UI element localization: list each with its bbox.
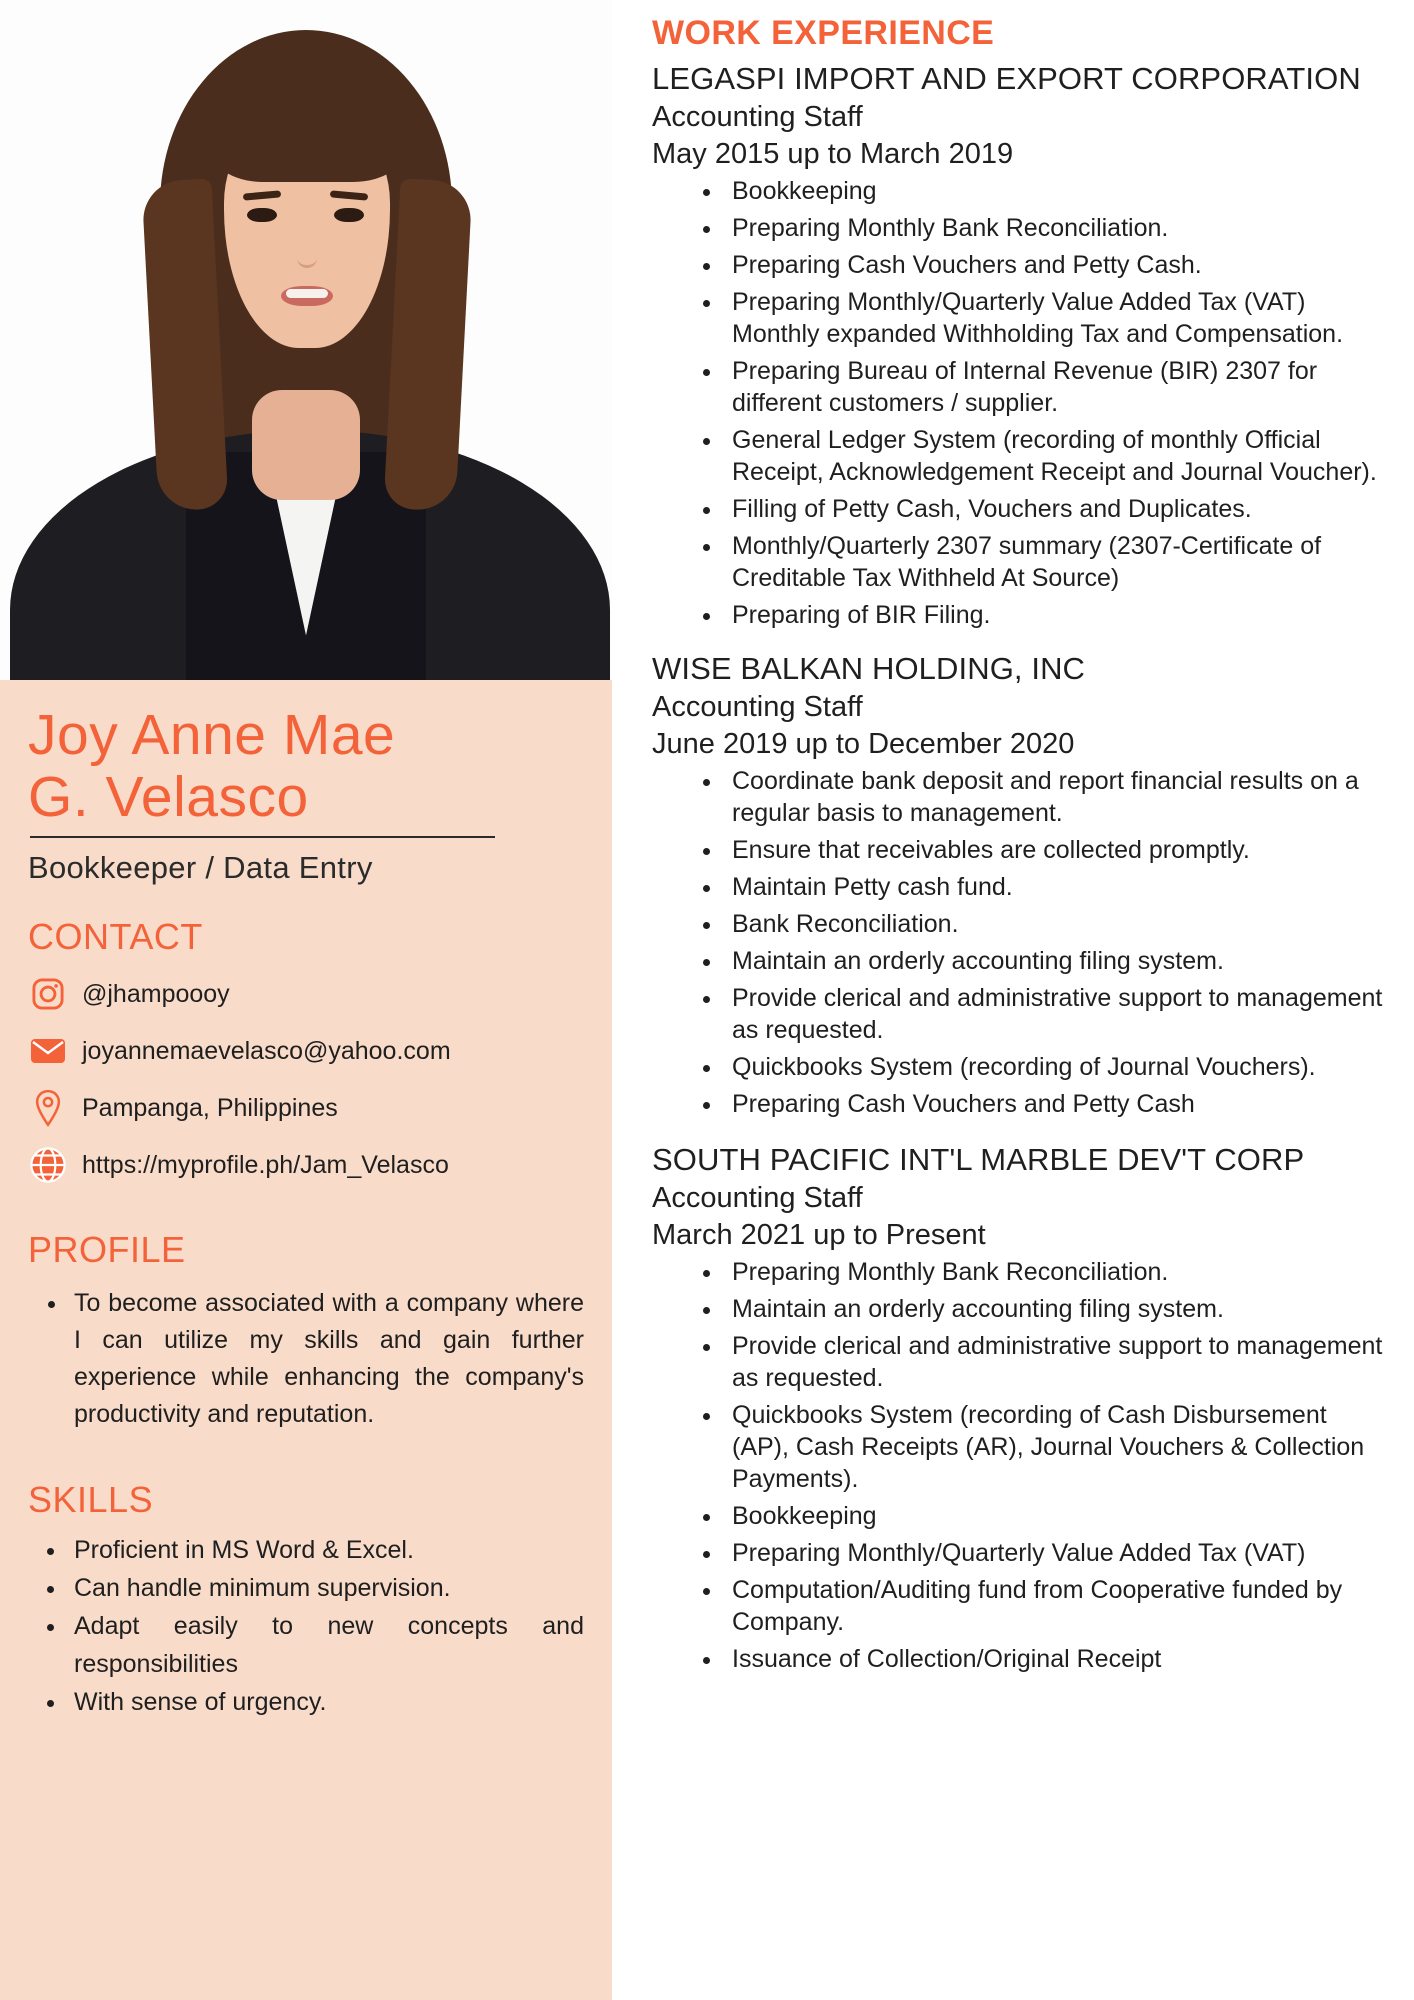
job-dates: May 2015 up to March 2019 (652, 138, 1014, 170)
job-duties (652, 765, 1384, 1120)
duty-item: • Bank Reconciliation. (724, 908, 1384, 940)
profile-list (28, 1285, 584, 1433)
job-company: WISE BALKAN HOLDING, INC (652, 651, 1086, 686)
skills-list (28, 1531, 584, 1721)
duty-item: • Preparing Cash Vouchers and Petty Cash. (724, 249, 1384, 281)
duty-item: • Preparing Cash Vouchers and Petty Cash (724, 1088, 1384, 1120)
name-divider (30, 836, 495, 838)
job-dates: June 2019 up to December 2020 (652, 728, 1075, 760)
job-entry (652, 649, 1384, 1120)
contact-item-location[interactable] (28, 1088, 584, 1128)
job-role: Accounting Staff (652, 101, 863, 133)
duty-item: • Quickbooks System (recording of Journal Vouchers). (724, 1051, 1384, 1083)
globe-icon (28, 1145, 68, 1185)
contact-item-instagram[interactable] (28, 974, 584, 1014)
duty-item: • Preparing of BIR Filing. (724, 599, 1384, 631)
duty-item: • Preparing Monthly/Quarterly Value Added Tax (VAT) (724, 1537, 1384, 1569)
duty-item: • Maintain Petty cash fund. (724, 871, 1384, 903)
job-duties (652, 175, 1384, 631)
skills-heading: SKILLS (28, 1479, 154, 1520)
location-pin-icon (28, 1088, 68, 1128)
profile-item: • To become associated with a company where I can utilize my skills and gain further experience while enhancing the company's productivity and reputation. (68, 1285, 584, 1433)
duty-item: • Provide clerical and administrative support to management as requested. (724, 1330, 1384, 1394)
job-entry (652, 59, 1384, 631)
contact-value-website: https://myprofile.ph/Jam_Velasco (82, 1151, 449, 1179)
duty-item: • Quickbooks System (recording of Cash Disbursement (AP), Cash Receipts (AR), Journal Vouchers & Collection Payments). (724, 1399, 1384, 1495)
profile-heading: PROFILE (28, 1229, 186, 1270)
duty-item: • Computation/Auditing fund from Cooperative funded by Company. (724, 1574, 1384, 1638)
skill-item: • Adapt easily to new concepts and responsibilities (68, 1607, 584, 1683)
left-column (0, 0, 612, 2000)
contact-value-instagram: @jhampoooy (82, 980, 230, 1008)
skill-item: • Can handle minimum supervision. (68, 1569, 584, 1607)
skill-item: • Proficient in MS Word & Excel. (68, 1531, 584, 1569)
duty-item: • General Ledger System (recording of monthly Official Receipt, Acknowledgement Receipt and Journal Voucher). (724, 424, 1384, 488)
duty-item: • Filling of Petty Cash, Vouchers and Duplicates. (724, 493, 1384, 525)
job-entry (652, 1140, 1384, 1675)
contact-item-email[interactable] (28, 1031, 584, 1071)
duty-item: • Issuance of Collection/Original Receipt (724, 1643, 1384, 1675)
duty-item: • Preparing Monthly/Quarterly Value Added Tax (VAT) Monthly expanded Withholding Tax and Compensation. (724, 286, 1384, 350)
duty-item: • Provide clerical and administrative support to management as requested. (724, 982, 1384, 1046)
skill-item: • With sense of urgency. (68, 1683, 584, 1721)
job-role: Accounting Staff (652, 691, 863, 723)
right-column (612, 0, 1414, 2000)
work-experience-heading: WORK EXPERIENCE (652, 14, 995, 52)
duty-item: • Bookkeeping (724, 175, 1384, 207)
email-icon (28, 1031, 68, 1071)
job-company: LEGASPI IMPORT AND EXPORT CORPORATION (652, 61, 1361, 96)
identity-panel (0, 680, 612, 2000)
duty-item: • Maintain an orderly accounting filing system. (724, 1293, 1384, 1325)
portrait-illustration (0, 0, 612, 680)
duty-item: • Ensure that receivables are collected promptly. (724, 834, 1384, 866)
candidate-name-line1: Joy Anne Mae (28, 703, 396, 767)
contact-list (28, 974, 584, 1185)
contact-item-website[interactable] (28, 1145, 584, 1185)
duty-item: • Preparing Monthly Bank Reconciliation. (724, 212, 1384, 244)
duty-item: • Monthly/Quarterly 2307 summary (2307-Certificate of Creditable Tax Withheld At Source) (724, 530, 1384, 594)
candidate-name-line2: G. Velasco (28, 765, 309, 829)
duty-item: • Maintain an orderly accounting filing system. (724, 945, 1384, 977)
job-dates: March 2021 up to Present (652, 1219, 986, 1251)
job-role: Accounting Staff (652, 1182, 863, 1214)
candidate-job-title: Bookkeeper / Data Entry (28, 850, 373, 885)
duty-item: • Preparing Monthly Bank Reconciliation. (724, 1256, 1384, 1288)
job-company: SOUTH PACIFIC INT'L MARBLE DEV'T CORP (652, 1142, 1305, 1177)
duty-item: • Bookkeeping (724, 1500, 1384, 1532)
contact-value-location: Pampanga, Philippines (82, 1094, 338, 1122)
contact-value-email: joyannemaevelasco@yahoo.com (82, 1037, 451, 1065)
duty-item: • Coordinate bank deposit and report financial results on a regular basis to management. (724, 765, 1384, 829)
duty-item: • Preparing Bureau of Internal Revenue (BIR) 2307 for different customers / supplier. (724, 355, 1384, 419)
profile-photo (0, 0, 612, 680)
contact-heading: CONTACT (28, 916, 203, 957)
job-duties (652, 1256, 1384, 1675)
instagram-icon (28, 974, 68, 1014)
